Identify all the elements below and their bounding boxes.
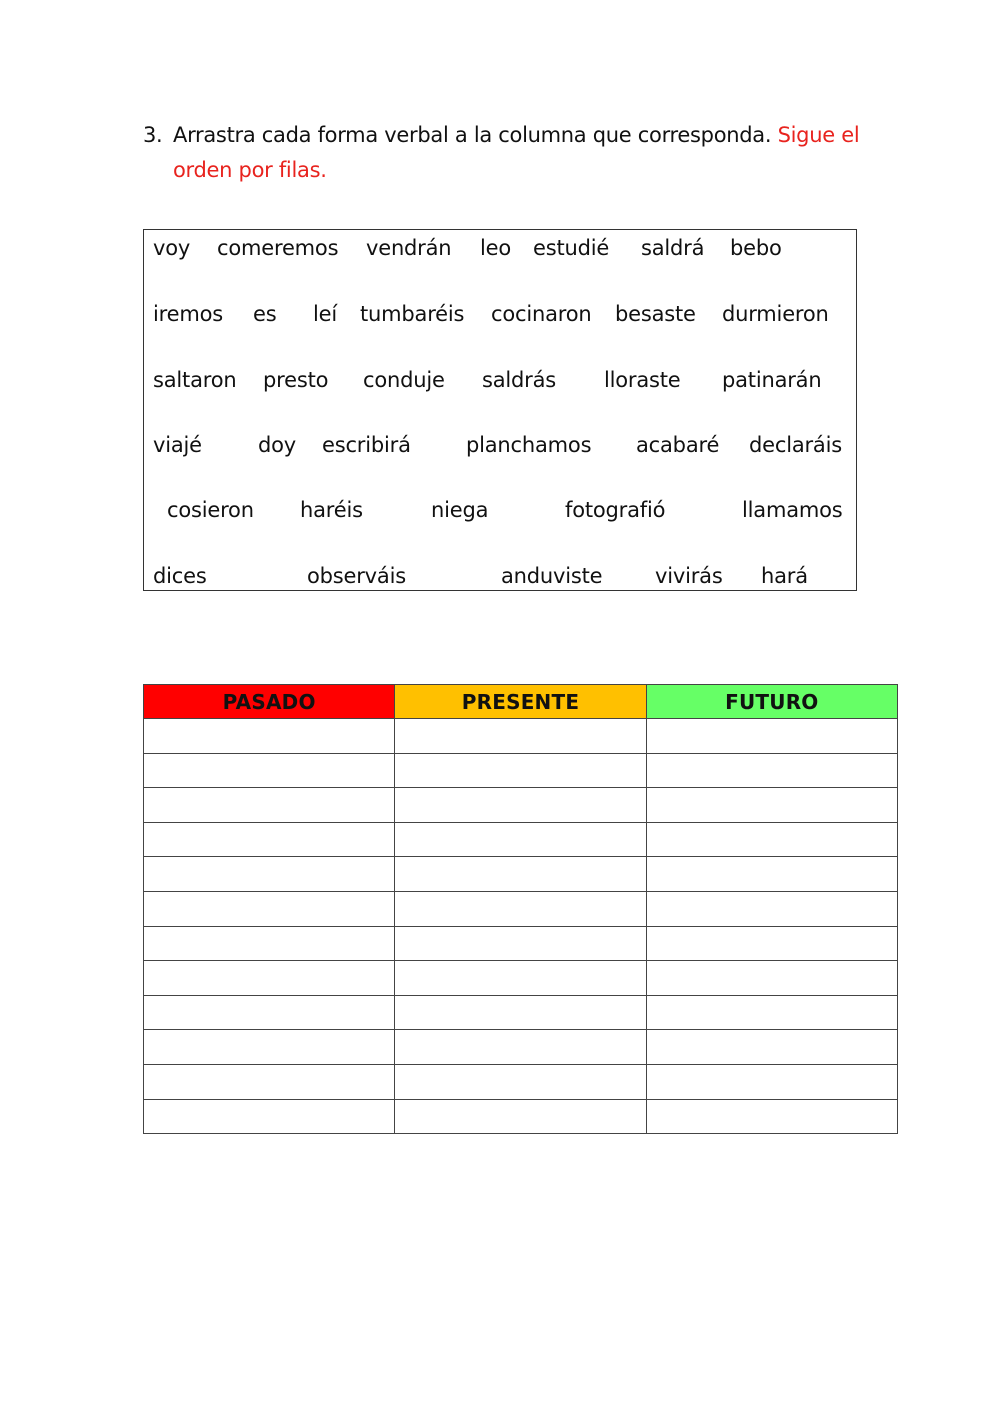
table-row (144, 1099, 898, 1134)
word-row (144, 430, 856, 460)
word-voy[interactable]: voy (153, 236, 191, 260)
word-saldras[interactable]: saldrás (482, 368, 557, 392)
drop-cell-futuro[interactable] (646, 857, 897, 892)
drop-cell-futuro[interactable] (646, 788, 897, 823)
word-doy[interactable]: doy (258, 433, 297, 457)
drop-cell-futuro[interactable] (646, 1064, 897, 1099)
drop-cell-presente[interactable] (395, 788, 646, 823)
word-lloraste[interactable]: lloraste (604, 368, 681, 392)
drop-cell-pasado[interactable] (144, 719, 395, 754)
drop-cell-futuro[interactable] (646, 822, 897, 857)
drop-cell-presente[interactable] (395, 891, 646, 926)
drop-cell-presente[interactable] (395, 1030, 646, 1065)
word-observais[interactable]: observáis (307, 564, 406, 588)
word-patinaran[interactable]: patinarán (722, 368, 822, 392)
word-bank (143, 229, 857, 591)
word-viviras[interactable]: vivirás (655, 564, 723, 588)
header-futuro: FUTURO (646, 685, 897, 719)
word-presto[interactable]: presto (263, 368, 329, 392)
table-row (144, 822, 898, 857)
drop-cell-futuro[interactable] (646, 926, 897, 961)
drop-cell-pasado[interactable] (144, 1099, 395, 1134)
word-iremos[interactable]: iremos (153, 302, 223, 326)
drop-cell-pasado[interactable] (144, 857, 395, 892)
word-row (144, 233, 856, 263)
word-declarais[interactable]: declaráis (749, 433, 842, 457)
drop-cell-pasado[interactable] (144, 1030, 395, 1065)
table-row (144, 891, 898, 926)
drop-cell-presente[interactable] (395, 719, 646, 754)
word-acabare[interactable]: acabaré (636, 433, 720, 457)
word-viaje[interactable]: viajé (153, 433, 202, 457)
instruction-red-text: Sigue el orden por filas. (173, 123, 860, 182)
drop-cell-futuro[interactable] (646, 753, 897, 788)
drop-cell-presente[interactable] (395, 961, 646, 996)
word-cocinaron[interactable]: cocinaron (491, 302, 592, 326)
word-saltaron[interactable]: saltaron (153, 368, 237, 392)
word-saldra[interactable]: saldrá (641, 236, 705, 260)
instruction (143, 118, 873, 188)
drop-cell-futuro[interactable] (646, 719, 897, 754)
word-fotografio[interactable]: fotografió (565, 498, 666, 522)
table-row (144, 995, 898, 1030)
drop-cell-pasado[interactable] (144, 891, 395, 926)
table-header-row (144, 685, 898, 719)
word-es[interactable]: es (253, 302, 277, 326)
table-row (144, 753, 898, 788)
drop-cell-presente[interactable] (395, 1064, 646, 1099)
table-body (144, 719, 898, 1134)
drop-cell-futuro[interactable] (646, 1099, 897, 1134)
drop-cell-pasado[interactable] (144, 788, 395, 823)
drop-cell-presente[interactable] (395, 857, 646, 892)
word-dices[interactable]: dices (153, 564, 207, 588)
drop-cell-pasado[interactable] (144, 961, 395, 996)
table-row (144, 788, 898, 823)
drop-cell-futuro[interactable] (646, 995, 897, 1030)
word-leo[interactable]: leo (480, 236, 512, 260)
header-pasado: PASADO (144, 685, 395, 719)
word-hareis[interactable]: haréis (300, 498, 363, 522)
drop-cell-pasado[interactable] (144, 753, 395, 788)
word-besaste[interactable]: besaste (615, 302, 696, 326)
table-row (144, 857, 898, 892)
word-comeremos[interactable]: comeremos (217, 236, 339, 260)
word-niega[interactable]: niega (431, 498, 489, 522)
word-hara[interactable]: hará (761, 564, 808, 588)
table-row (144, 719, 898, 754)
drop-cell-pasado[interactable] (144, 926, 395, 961)
drop-cell-futuro[interactable] (646, 961, 897, 996)
word-row (144, 365, 856, 395)
word-conduje[interactable]: conduje (363, 368, 445, 392)
drop-cell-pasado[interactable] (144, 1064, 395, 1099)
word-bebo[interactable]: bebo (730, 236, 782, 260)
word-vendran[interactable]: vendrán (366, 236, 452, 260)
word-anduviste[interactable]: anduviste (501, 564, 603, 588)
drop-cell-presente[interactable] (395, 1099, 646, 1134)
word-row (144, 561, 856, 591)
drop-cell-futuro[interactable] (646, 1030, 897, 1065)
table-row (144, 1030, 898, 1065)
instruction-number: 3. (143, 123, 163, 147)
instruction-text (173, 118, 873, 188)
drop-cell-futuro[interactable] (646, 891, 897, 926)
drop-cell-pasado[interactable] (144, 822, 395, 857)
drop-cell-pasado[interactable] (144, 995, 395, 1030)
word-cosieron[interactable]: cosieron (167, 498, 254, 522)
classification-table (143, 684, 898, 1134)
drop-cell-presente[interactable] (395, 822, 646, 857)
word-row (144, 495, 856, 525)
word-tumbareis[interactable]: tumbaréis (360, 302, 465, 326)
word-row (144, 299, 856, 329)
header-presente: PRESENTE (395, 685, 646, 719)
instruction-main-text: Arrastra cada forma verbal a la columna que corresponda. (173, 123, 778, 147)
table-row (144, 961, 898, 996)
word-llamamos[interactable]: llamamos (742, 498, 843, 522)
drop-cell-presente[interactable] (395, 753, 646, 788)
table-row (144, 926, 898, 961)
word-estudie[interactable]: estudié (533, 236, 610, 260)
table-row (144, 1064, 898, 1099)
word-escribira[interactable]: escribirá (322, 433, 411, 457)
word-planchamos[interactable]: planchamos (466, 433, 592, 457)
drop-cell-presente[interactable] (395, 995, 646, 1030)
word-durmieron[interactable]: durmieron (722, 302, 829, 326)
drop-cell-presente[interactable] (395, 926, 646, 961)
word-lei[interactable]: leí (313, 302, 337, 326)
